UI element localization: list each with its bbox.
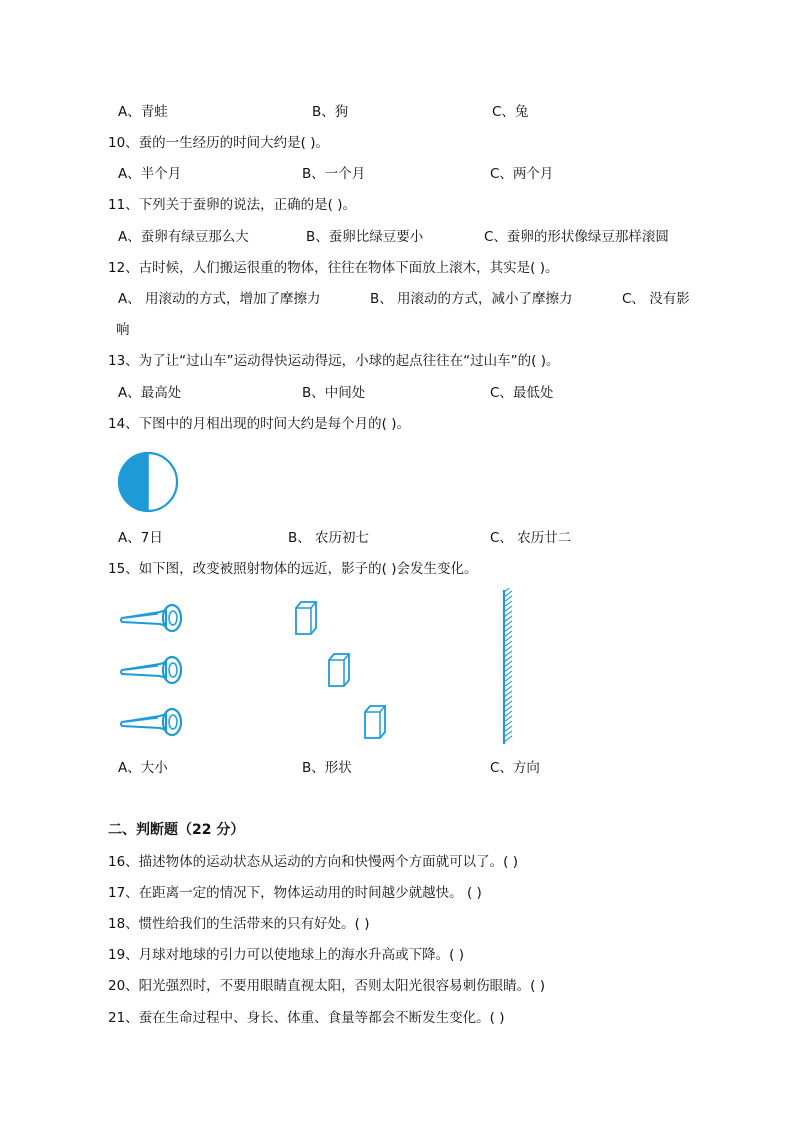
q11-option-c: C、蚕卵的形状像绿豆那样滚圆 bbox=[484, 229, 669, 245]
block-icon bbox=[329, 654, 349, 686]
judge-item-18: 18、惯性给我们的生活带来的只有好处。( ) bbox=[108, 916, 370, 932]
q12-option-c: C、 没有影 bbox=[622, 291, 690, 307]
wall-hatch-line bbox=[504, 676, 512, 682]
block-icon bbox=[365, 706, 385, 738]
q13-option-c: C、最低处 bbox=[490, 385, 554, 401]
wall-hatch-line bbox=[504, 686, 512, 692]
judge-item-19: 19、月球对地球的引力可以使地球上的海水升高或下降。( ) bbox=[108, 947, 465, 963]
q15-stem: 15、如下图，改变被照射物体的远近，影子的( )会发生变化。 bbox=[108, 561, 478, 577]
q9-option-a: A、青蛙 bbox=[118, 104, 168, 120]
q11-option-a: A、蚕卵有绿豆那么大 bbox=[118, 229, 249, 245]
wall-hatch-line bbox=[504, 626, 512, 632]
q15-option-c: C、方向 bbox=[490, 760, 540, 776]
q12-stem: 12、古时候，人们搬运很重的物体，往往在物体下面放上滚木，其实是( )。 bbox=[108, 260, 559, 276]
q9-option-b: B、狗 bbox=[312, 104, 349, 120]
judge-item-16: 16、描述物体的运动状态从运动的方向和快慢两个方面就可以了。( ) bbox=[108, 854, 519, 870]
wall-hatch-line bbox=[504, 591, 512, 597]
wall-hatch-line bbox=[504, 666, 512, 672]
wall-hatch-line bbox=[504, 651, 512, 657]
wall-hatch-line bbox=[504, 736, 512, 742]
q13-option-b: B、中间处 bbox=[302, 385, 366, 401]
wall-hatch-line bbox=[504, 596, 512, 602]
wall-icon bbox=[504, 588, 512, 744]
q11-option-b: B、蚕卵比绿豆要小 bbox=[306, 229, 424, 245]
q15-option-b: B、形状 bbox=[302, 760, 352, 776]
wall-hatch-line bbox=[504, 711, 512, 717]
wall-hatch-line bbox=[504, 621, 512, 627]
shadow-experiment-figure bbox=[116, 588, 526, 748]
wall-hatch-line bbox=[504, 656, 512, 662]
q11-stem: 11、下列关于蚕卵的说法，正确的是( )。 bbox=[108, 197, 357, 213]
wall-hatch-line bbox=[504, 671, 512, 677]
q14-option-a: A、7日 bbox=[118, 530, 163, 546]
wall-hatch-line bbox=[504, 726, 512, 732]
wall-hatch-line bbox=[504, 721, 512, 727]
q14-stem: 14、下图中的月相出现的时间大约是每个月的( )。 bbox=[108, 416, 411, 432]
q14-option-b: B、 农历初七 bbox=[288, 530, 370, 546]
judge-item-17: 17、在距离一定的情况下，物体运动用的时间越少就越快。 ( ) bbox=[108, 885, 482, 901]
wall-hatch-line bbox=[504, 641, 512, 647]
half-moon-figure bbox=[117, 451, 181, 513]
block-icon bbox=[296, 602, 316, 634]
q10-option-b: B、一个月 bbox=[302, 166, 366, 182]
wall-hatch-line bbox=[504, 646, 512, 652]
q10-stem: 10、蚕的一生经历的时间大约是( )。 bbox=[108, 135, 330, 151]
flashlight-icon bbox=[121, 657, 181, 683]
q9-option-c: C、兔 bbox=[492, 104, 529, 120]
q10-option-c: C、两个月 bbox=[490, 166, 554, 182]
q13-stem: 13、为了让“过山车”运动得快运动得远，小球的起点往往在“过山车”的( )。 bbox=[108, 353, 560, 369]
q12-option-b: B、 用滚动的方式，减小了摩擦力 bbox=[370, 291, 573, 307]
wall-hatch-line bbox=[504, 636, 512, 642]
wall-hatch-line bbox=[504, 696, 512, 702]
wall-hatch-line bbox=[504, 661, 512, 667]
wall-hatch-line bbox=[504, 731, 512, 737]
wall-hatch-line bbox=[504, 716, 512, 722]
wall-hatch-line bbox=[504, 691, 512, 697]
wall-hatch-line bbox=[504, 706, 512, 712]
wall-hatch-line bbox=[504, 681, 512, 687]
wall-hatch-line bbox=[504, 701, 512, 707]
q10-option-a: A、半个月 bbox=[118, 166, 182, 182]
q12-option-a: A、 用滚动的方式，增加了摩擦力 bbox=[118, 291, 321, 307]
flashlight-icon bbox=[121, 709, 181, 735]
q12-option-c-wrap: 响 bbox=[116, 322, 130, 338]
wall-hatch-line bbox=[504, 606, 512, 612]
q13-option-a: A、最高处 bbox=[118, 385, 182, 401]
wall-hatch-line bbox=[504, 631, 512, 637]
moon-lit-half bbox=[119, 453, 148, 511]
judge-item-21: 21、蚕在生命过程中、身长、体重、食量等都会不断发生变化。( ) bbox=[108, 1010, 505, 1026]
section-heading: 二、判断题（22 分） bbox=[108, 822, 245, 838]
wall-hatch-line bbox=[504, 616, 512, 622]
wall-hatch-line bbox=[504, 601, 512, 607]
flashlight-icon bbox=[121, 605, 181, 631]
q15-option-a: A、大小 bbox=[118, 760, 168, 776]
q14-option-c: C、 农历廿二 bbox=[490, 530, 572, 546]
wall-hatch-line bbox=[504, 611, 512, 617]
judge-item-20: 20、阳光强烈时，不要用眼睛直视太阳，否则太阳光很容易刺伤眼睛。( ) bbox=[108, 978, 546, 994]
